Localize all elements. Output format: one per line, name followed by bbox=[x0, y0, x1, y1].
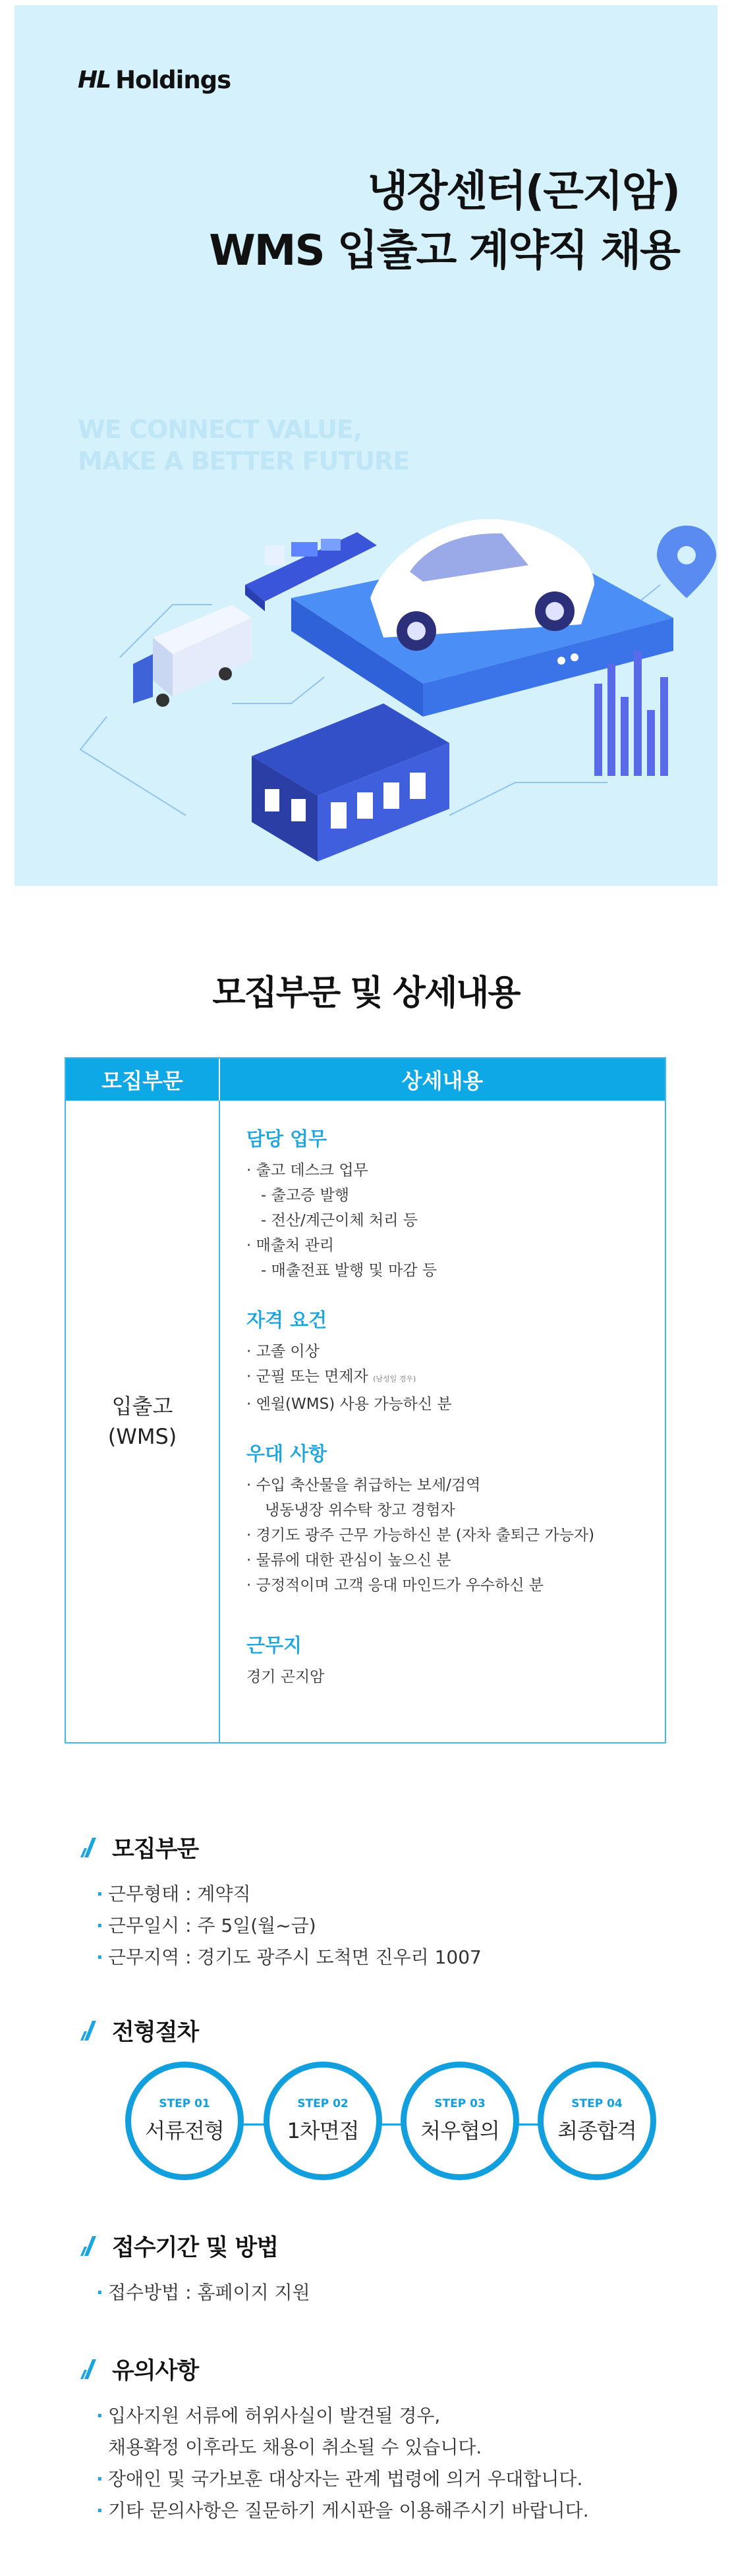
slash-icon bbox=[79, 2235, 101, 2257]
duties-line: - 전산/계근이체 처리 등 bbox=[261, 1212, 418, 1229]
step-name: 1차면접 bbox=[287, 2118, 359, 2143]
logo-mark: HL bbox=[78, 67, 111, 94]
hero-banner bbox=[14, 5, 718, 886]
requirements-group bbox=[246, 1305, 665, 1417]
step-2 bbox=[264, 2062, 382, 2180]
header-division: 모집부문 bbox=[66, 1058, 220, 1101]
slogan-line1: WE CONNECT VALUE, bbox=[78, 415, 362, 444]
requirements-line: · 엔윌(WMS) 사용 가능하신 분 bbox=[246, 1396, 452, 1413]
section-title-text: 모집부문 bbox=[112, 1836, 199, 1863]
requirements-military: · 군필 또는 면제자 bbox=[246, 1368, 368, 1385]
duties-line: - 매출전표 발행 및 마감 등 bbox=[261, 1262, 437, 1279]
header-details: 상세내용 bbox=[401, 1068, 484, 1093]
step-4 bbox=[538, 2062, 656, 2180]
step-name: 최종합격 bbox=[557, 2118, 636, 2143]
step-3 bbox=[401, 2062, 519, 2180]
section-title-text: 접수기간 및 방법 bbox=[112, 2235, 279, 2261]
hero-title-line1: 냉장센터(곤지암) bbox=[367, 167, 679, 216]
preferred-group bbox=[246, 1439, 665, 1598]
step-name: 처우협의 bbox=[420, 2118, 499, 2143]
location-line: 경기 곤지암 bbox=[246, 1668, 325, 1685]
bar-chart-graphic bbox=[594, 651, 668, 776]
step-label: STEP 01 bbox=[159, 2097, 210, 2110]
preferred-line: 냉동냉장 위수탁 창고 경험자 bbox=[265, 1502, 455, 1519]
slogan bbox=[78, 414, 409, 477]
section-recruit bbox=[79, 1831, 672, 1973]
section-notice-title bbox=[79, 2353, 672, 2386]
requirements-line: · 고졸 이상 bbox=[246, 1343, 320, 1360]
preferred-title: 우대 사항 bbox=[246, 1442, 327, 1465]
step-1 bbox=[125, 2062, 244, 2180]
section-notice bbox=[79, 2353, 672, 2527]
duties-title: 담당 업무 bbox=[246, 1128, 327, 1150]
process-steps bbox=[119, 2062, 679, 2187]
list-item: · 근무형태 : 계약직 bbox=[96, 1878, 672, 1910]
logo-text: Holdings bbox=[115, 66, 231, 94]
notice-bullets bbox=[79, 2400, 672, 2527]
section-apply bbox=[79, 2230, 672, 2309]
table-header-row bbox=[66, 1058, 665, 1101]
slash-icon bbox=[79, 2019, 101, 2042]
list-item: · 장애인 및 국가보훈 대상자는 관계 법령에 의거 우대합니다. bbox=[96, 2463, 672, 2495]
requirements-title: 자격 요건 bbox=[246, 1309, 327, 1331]
division-cell bbox=[66, 1101, 220, 1742]
truck-icon bbox=[133, 605, 252, 707]
preferred-line: · 긍정적이며 고객 응대 마인드가 우수하신 분 bbox=[246, 1577, 544, 1594]
apply-bullets bbox=[79, 2277, 672, 2309]
location-group bbox=[246, 1631, 665, 1689]
slash-icon bbox=[79, 2358, 101, 2380]
list-item: 채용확정 이후라도 채용이 취소될 수 있습니다. bbox=[108, 2436, 482, 2458]
section-apply-title bbox=[79, 2230, 672, 2262]
step-label: STEP 02 bbox=[297, 2097, 349, 2110]
slash-icon bbox=[79, 1836, 101, 1859]
division-line1: 입출고 bbox=[111, 1394, 173, 1419]
list-item: · 접수방법 : 홈페이지 지원 bbox=[96, 2277, 672, 2309]
details-cell bbox=[220, 1101, 665, 1742]
location-title: 근무지 bbox=[246, 1634, 302, 1657]
slogan-line2: MAKE A BETTER FUTURE bbox=[78, 447, 410, 476]
hl-holdings-logo bbox=[78, 66, 231, 94]
section-process bbox=[79, 2014, 672, 2047]
recruit-table bbox=[65, 1057, 666, 1743]
preferred-line: · 경기도 광주 근무 가능하신 분 (자차 출퇴근 가능자) bbox=[246, 1527, 595, 1544]
duties-group bbox=[246, 1124, 665, 1283]
list-item: · 근무일시 : 주 5일(월~금) bbox=[96, 1910, 672, 1942]
table-row bbox=[66, 1101, 665, 1742]
division-line2: (WMS) bbox=[107, 1424, 177, 1449]
section-process-title bbox=[79, 2014, 672, 2047]
section-title-text: 유의사항 bbox=[112, 2358, 199, 2384]
list-item: · 근무지역 : 경기도 광주시 도척면 진우리 1007 bbox=[96, 1942, 672, 1973]
recruit-heading: 모집부문 및 상세내용 bbox=[212, 973, 520, 1013]
list-item: · 기타 문의사항은 질문하기 게시판을 이용해주시기 바랍니다. bbox=[96, 2495, 672, 2527]
hero-title-line2: WMS 입출고 계약직 채용 bbox=[209, 227, 679, 275]
duties-line: · 매출처 관리 bbox=[246, 1237, 335, 1254]
requirements-note: (남성일 경우) bbox=[373, 1375, 416, 1383]
section-title-text: 전형절차 bbox=[112, 2019, 199, 2046]
preferred-line: · 물류에 대한 관심이 높으신 분 bbox=[246, 1552, 451, 1569]
recruit-bullets bbox=[79, 1878, 672, 1973]
step-label: STEP 03 bbox=[434, 2097, 486, 2110]
step-label: STEP 04 bbox=[571, 2097, 623, 2110]
hero-title bbox=[209, 162, 679, 281]
logistics-illustration bbox=[14, 506, 718, 886]
duties-line: · 출고 데스크 업무 bbox=[246, 1162, 368, 1179]
warehouse-icon bbox=[252, 703, 449, 862]
preferred-line: · 수입 축산물을 취급하는 보세/검역 bbox=[246, 1477, 481, 1494]
requirements-line bbox=[246, 1364, 665, 1392]
location-pin-icon bbox=[657, 526, 716, 598]
step-name: 서류전형 bbox=[145, 2118, 224, 2143]
duties-line: - 출고증 발행 bbox=[261, 1187, 350, 1204]
section-recruit-title bbox=[79, 1831, 672, 1864]
list-item: · 입사지원 서류에 허위사실이 발견될 경우, bbox=[96, 2400, 672, 2432]
